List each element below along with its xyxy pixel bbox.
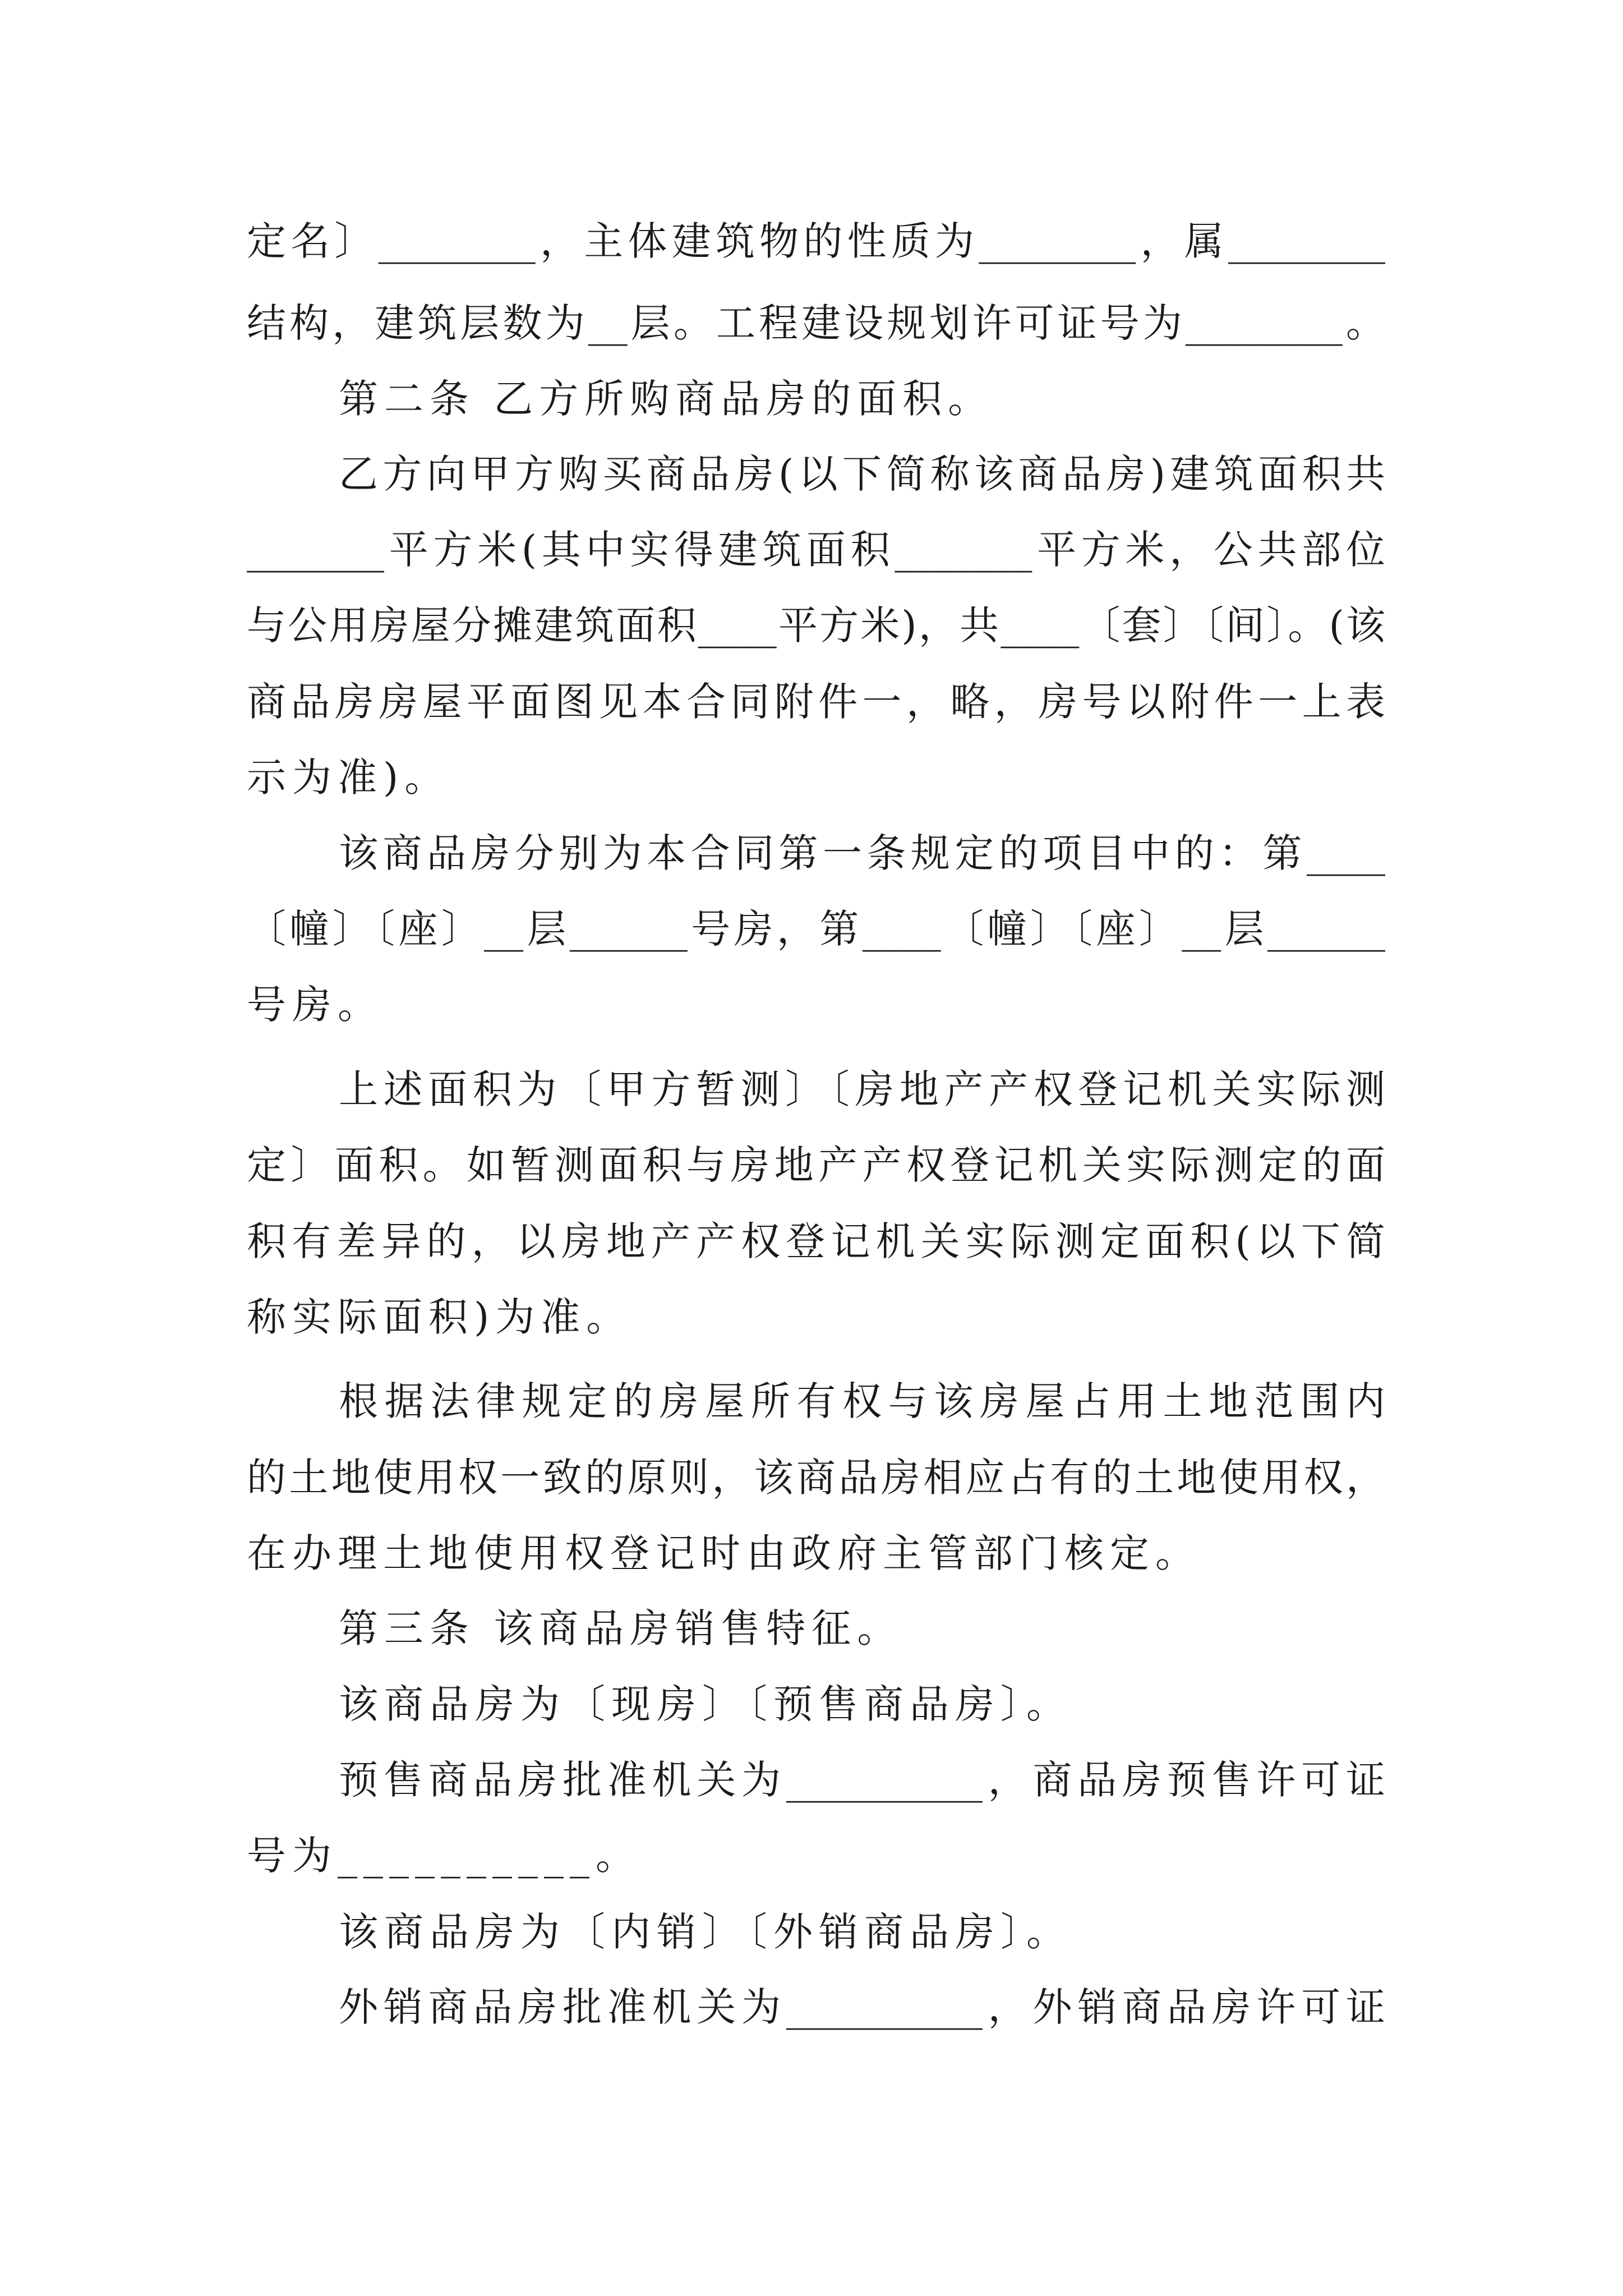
text-line: 外销商品房批准机关为__________，外销商品房许可证 [339,1984,1385,2030]
text-line: _______平方米(其中实得建筑面积_______平方米，公共部位 [247,527,1385,573]
text-line: 上述面积为〔甲方暂测〕〔房地产产权登记机关实际测 [339,1066,1385,1112]
text-line: 在办理土地使用权登记时由政府主管部门核定。 [247,1530,1201,1576]
text-line: 商品房房屋平面图见本合同附件一，略，房号以附件一上表 [247,679,1385,725]
text-line: 预售商品房批准机关为__________，商品房预售许可证 [339,1757,1385,1803]
text-line: 该商品房分别为本合同第一条规定的项目中的：第____ [339,830,1385,876]
text-line: 号房。 [247,982,383,1028]
text-line: 定名〕________，主体建筑物的性质为________，属________ [247,218,1385,264]
text-line: 的土地使用权一致的原则，该商品房相应占有的土地使用权， [247,1455,1385,1501]
section-heading: 第三条 该商品房销售特征。 [339,1605,903,1651]
text-line: 结构，建筑层数为__层。工程建设规划许可证号为________。 [247,300,1385,346]
text-line: 该商品房为〔内销〕〔外销商品房〕。 [339,1909,1072,1955]
text-line: 称实际面积)为准。 [247,1294,632,1340]
text-line: 乙方向甲方购买商品房(以下简称该商品房)建筑面积共 [339,451,1385,497]
text-line: 〔幢〕〔座〕__层______号房，第____〔幢〕〔座〕__层______ [247,906,1385,952]
text-line: 与公用房屋分摊建筑面积____平方米)，共____〔套〕〔间〕。(该 [247,602,1385,648]
section-heading: 第二条 乙方所购商品房的面积。 [339,376,994,422]
text-line: 示为准)。 [247,754,450,800]
text-line: 积有差异的，以房地产产权登记机关实际测定面积(以下简 [247,1218,1385,1264]
text-line: 根据法律规定的房屋所有权与该房屋占用土地范围内 [339,1378,1385,1424]
text-line: 号为__________。 [247,1833,641,1879]
text-line: 该商品房为〔现房〕〔预售商品房〕。 [339,1681,1072,1727]
text-line: 定〕面积。如暂测面积与房地产产权登记机关实际测定的面 [247,1142,1385,1188]
